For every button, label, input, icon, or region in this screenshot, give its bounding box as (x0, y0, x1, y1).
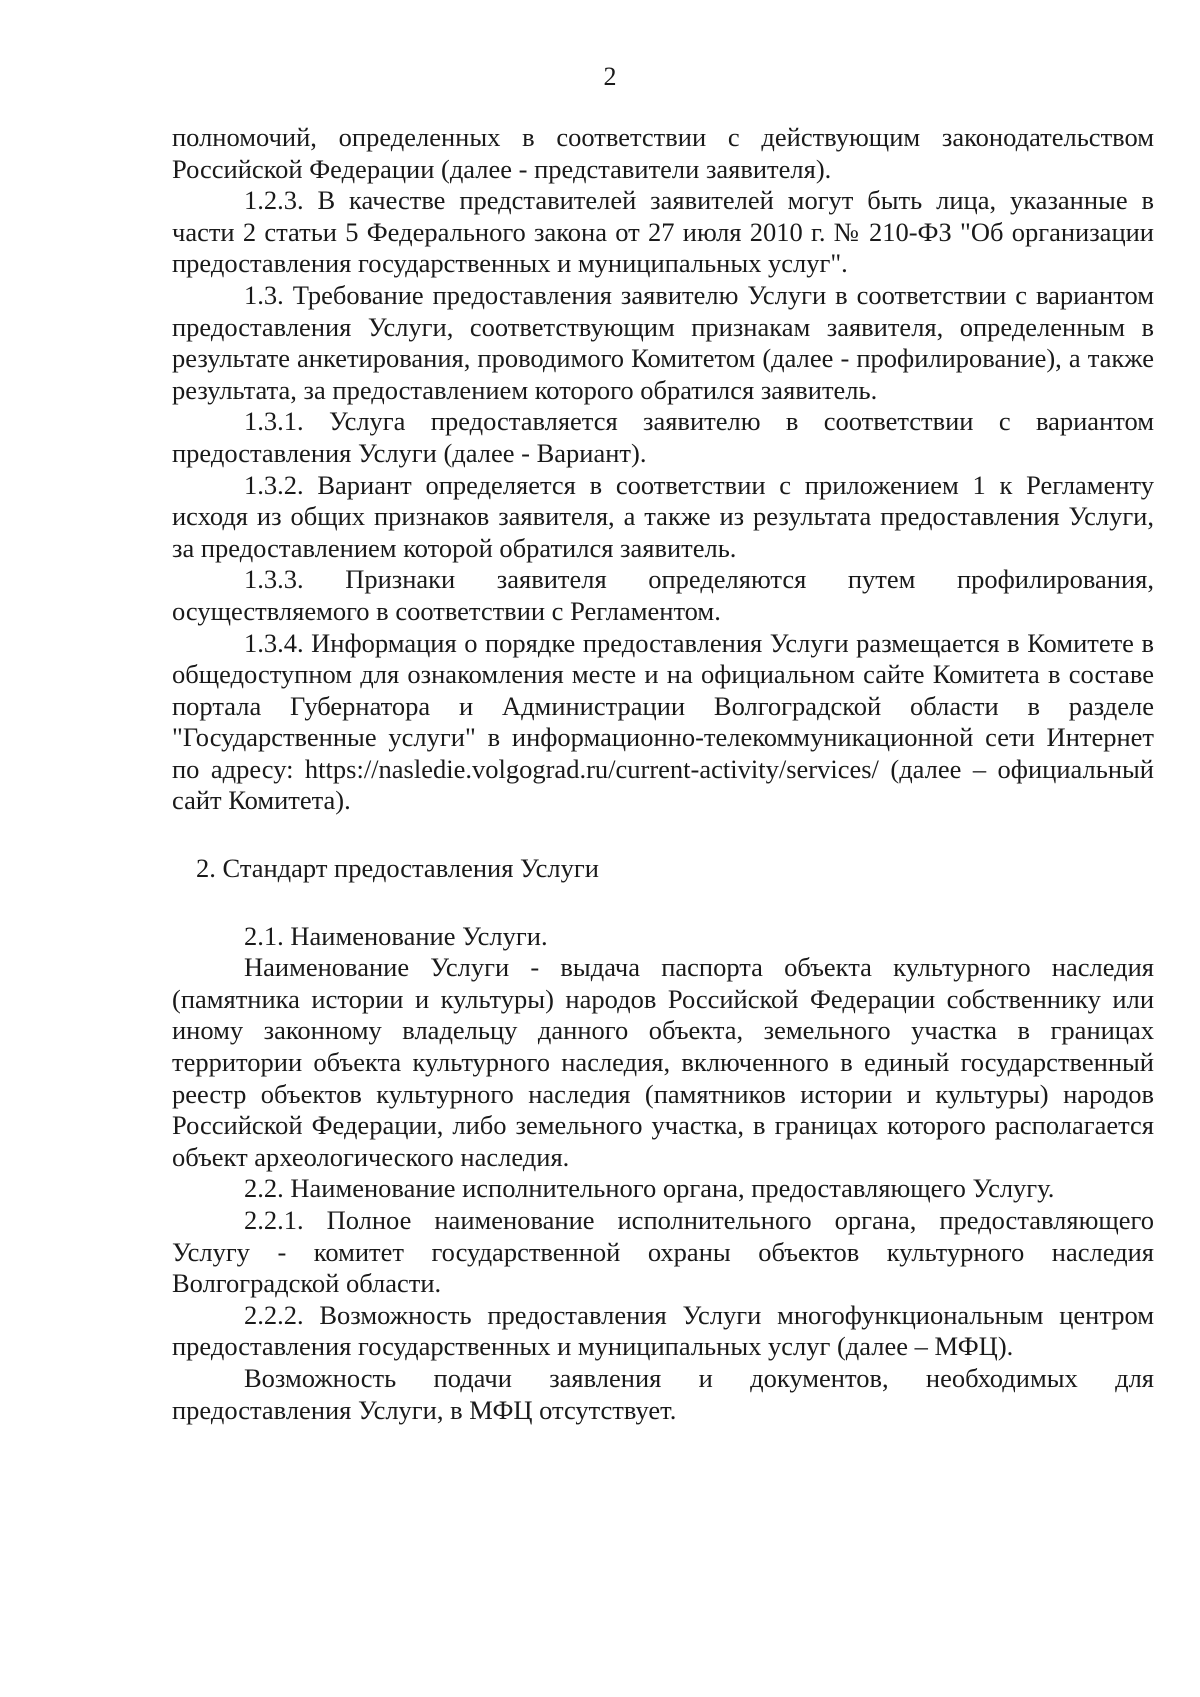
section-heading-2: 2. Стандарт предоставления Услуги (196, 853, 599, 884)
paragraph-2-1: 2.1. Наименование Услуги. (244, 920, 548, 951)
official-site-url: https://nasledie.volgograd.ru/current-activity/services/ (304, 753, 879, 784)
paragraph-1-3-3: 1.3.3. Признаки заявителя определяются путем профилирования, осуществляемого в соответствии с Регламентом. (172, 564, 1154, 626)
paragraph-1-3-1: 1.3.1. Услуга предоставляется заявителю в соответствии с вариантом предоставления Услуги (далее - Вариант). (172, 406, 1154, 468)
paragraph-1-3-2: 1.3.2. Вариант определяется в соответствии с приложением 1 к Регламенту исходя из общих признаков заявителя, а также из результата предоставления Услуги, за предоставлением которой обратился заявитель. (172, 469, 1154, 563)
paragraph-2-2-1: 2.2.1. Полное наименование исполнительного органа, предоставляющего Услугу - комитет государственной охраны объектов культурного наследия Волгоградской области. (172, 1205, 1154, 1299)
paragraph-mfc-submission: Возможность подачи заявления и документов, необходимых для предоставления Услуги, в МФЦ отсутствует. (172, 1362, 1154, 1425)
paragraph-1-2-3: 1.2.3. В качестве представителей заявителей могут быть лица, указанные в части 2 статьи 5 Федерального закона от 27 июля 2010 г. № 210-ФЗ "Об организации предоставления государственных и муниципальных услуг". (172, 185, 1154, 279)
paragraph-2-2: 2.2. Наименование исполнительного органа, предоставляющего Услугу. (244, 1173, 1055, 1204)
paragraph-representative-powers: полномочий, определенных в соответствии с действующим законодательством Российской Федерации (далее - представители заявителя). (172, 122, 1154, 184)
document-body (172, 122, 1154, 1426)
page-number: 2 (603, 62, 617, 91)
paragraph-1-3-4-text: 1.3.4. Информация о порядке предоставления Услуги размещается в Комитете в общедоступном для ознакомления месте и на официальном сайте Комитета в составе портала Губернатора и Администрации Волгоградской области в разделе "Государственные услуги" в информационно-телекоммуникационной сети Интернет по адресу: (172, 627, 1154, 784)
paragraph-2-2-2: 2.2.2. Возможность предоставления Услуги многофункциональным центром предоставления государственных и муниципальных услуг (далее – МФЦ). (172, 1299, 1154, 1362)
paragraph-1-3: 1.3. Требование предоставления заявителю Услуги в соответствии с вариантом предоставления Услуги, соответствующим признакам заявителя, определенным в результате анкетирования, проводимого Комитетом (далее - профилирование), а также результата, за предоставлением которого обратился заявитель. (172, 279, 1154, 405)
paragraph-1-3-4-tail: (далее – официальный сайт Комитета). (172, 753, 1154, 816)
paragraph-1-3-4 (172, 628, 1154, 818)
paragraph-service-name: Наименование Услуги - выдача паспорта объекта культурного наследия (памятника истории и культуры) народов Российской Федерации собственнику или иному законному владельцу данного объекта, земельного участка в границах территории объекта культурного наследия, включенного в единый государственный реестр объектов культурного наследия (памятников истории и культуры) народов Российской Федерации, либо земельного участка, в границах которого располагается объект археологического наследия. (172, 952, 1154, 1172)
